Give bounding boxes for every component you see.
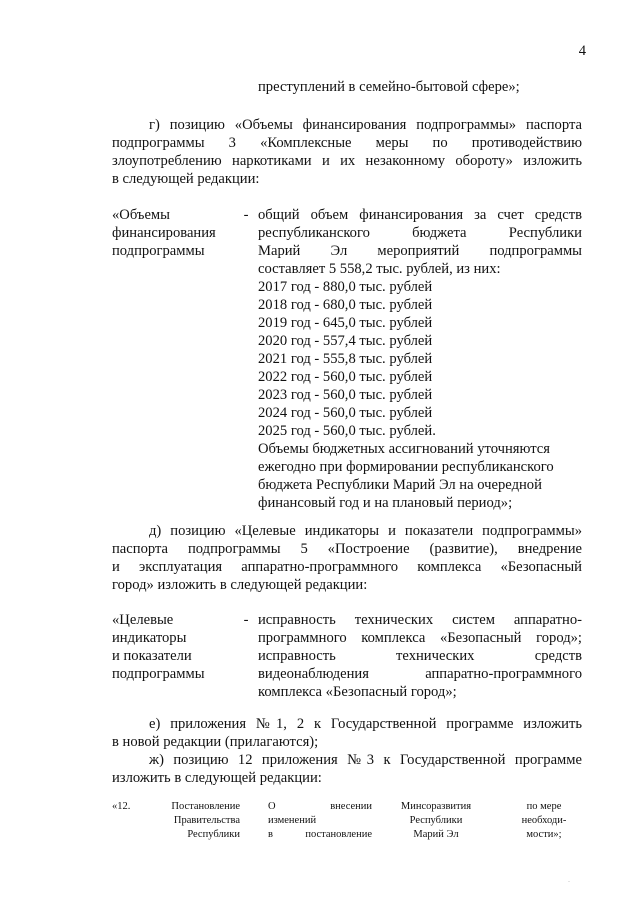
table-cell-deadline (512, 800, 576, 842)
value-line: Марий Эл мероприятий подпрограммы (258, 243, 582, 259)
indicators-label (112, 611, 232, 683)
year-line: 2020 год - 557,4 тыс. рублей (258, 333, 433, 349)
dash-separator: - (243, 207, 249, 223)
paragraph-line: в следующей редакции: (112, 171, 260, 187)
value-line: исправность технических систем аппаратно- (258, 612, 582, 628)
cell-line: Минсоразвития (400, 801, 472, 812)
paragraph-line: паспорта подпрограммы 5 «Построение (развитие), внедрение (112, 541, 582, 557)
value-line: бюджета Республики Марий Эл на очередной (258, 477, 542, 493)
scan-mark: . (568, 875, 570, 884)
paragraph-line: город» изложить в следующей редакции: (112, 577, 368, 593)
value-line: общий объем финансирования за счет средств (258, 207, 582, 223)
cell-line: необходи- (521, 815, 567, 826)
paragraph-line: г) позицию «Объемы финансирования подпрограммы» паспорта (149, 117, 582, 133)
value-line: видеонаблюдения аппаратно-программного (258, 666, 582, 682)
label-line: подпрограммы (112, 666, 205, 682)
label-line: индикаторы (112, 630, 187, 646)
paragraph-line: д) позицию «Целевые индикаторы и показатели подпрограммы» (149, 523, 582, 539)
paragraph-line: ж) позицию 12 приложения №3 к Государственной программе (149, 752, 582, 768)
year-line: 2023 год - 560,0 тыс. рублей (258, 387, 433, 403)
financing-value (258, 206, 582, 512)
year-line: 2019 год - 645,0 тыс. рублей (258, 315, 433, 331)
cell-line: мости»; (526, 829, 562, 840)
paragraph-line: и эксплуатация аппаратно-программного комплекса «Безопасный (112, 559, 582, 575)
value-line: программного комплекса «Безопасный город»; (258, 630, 582, 646)
page-number: 4 (578, 43, 586, 59)
cell-line: Марий Эл (413, 829, 459, 840)
value-line: Объемы бюджетных ассигнований уточняются (258, 441, 550, 457)
paragraph-line: подпрограммы 3 «Комплексные меры по противодействию (112, 135, 582, 151)
year-line: 2021 год - 555,8 тыс. рублей (258, 351, 433, 367)
label-line: «Целевые (112, 612, 174, 628)
row-number: «12. (112, 801, 131, 812)
label-line: финансирования (112, 225, 216, 241)
cell-line: Республики (409, 815, 463, 826)
table-row (0, 800, 639, 860)
cell-line: Республики (187, 829, 240, 840)
indicators-value (258, 611, 582, 701)
table-cell-executor (388, 800, 484, 842)
financing-label (112, 206, 232, 260)
value-line: ежегодно при формировании республиканского (258, 459, 554, 475)
year-line: 2017 год - 880,0 тыс. рублей (258, 279, 433, 295)
cell-line: О внесении (268, 801, 372, 812)
paragraph-line: злоупотреблению наркотиками и их незаконному обороту» изложить (112, 153, 582, 169)
value-line: составляет 5 558,2 тыс. рублей, из них: (258, 261, 501, 277)
cell-line: Постановление (171, 801, 240, 812)
table-cell-document (166, 800, 240, 842)
cell-line: в постановление (268, 829, 372, 840)
paragraph-line: в новой редакции (прилагаются); (112, 734, 319, 750)
year-line: 2025 год - 560,0 тыс. рублей. (258, 423, 436, 439)
label-line: и показатели (112, 648, 192, 664)
cell-line: Правительства (173, 815, 240, 826)
preceding-text-tail: преступлений в семейно-бытовой сфере»; (258, 79, 520, 95)
year-line: 2024 год - 560,0 тыс. рублей (258, 405, 433, 421)
table-cell-title (268, 800, 372, 842)
label-line: «Объемы (112, 207, 170, 223)
cell-line: по мере (526, 801, 562, 812)
year-line: 2018 год - 680,0 тыс. рублей (258, 297, 433, 313)
paragraph-line: е) приложения №1, 2 к Государственной программе изложить (149, 716, 582, 732)
dash-separator: - (243, 612, 249, 628)
value-line: финансовый год и на плановый период»; (258, 495, 513, 511)
year-line: 2022 год - 560,0 тыс. рублей (258, 369, 433, 385)
value-line: республиканского бюджета Республики (258, 225, 582, 241)
label-line: подпрограммы (112, 243, 205, 259)
paragraph-line: изложить в следующей редакции: (112, 770, 322, 786)
value-line: исправность технических средств (258, 648, 582, 664)
value-line: комплекса «Безопасный город»; (258, 684, 457, 700)
cell-line: изменений (268, 815, 317, 826)
